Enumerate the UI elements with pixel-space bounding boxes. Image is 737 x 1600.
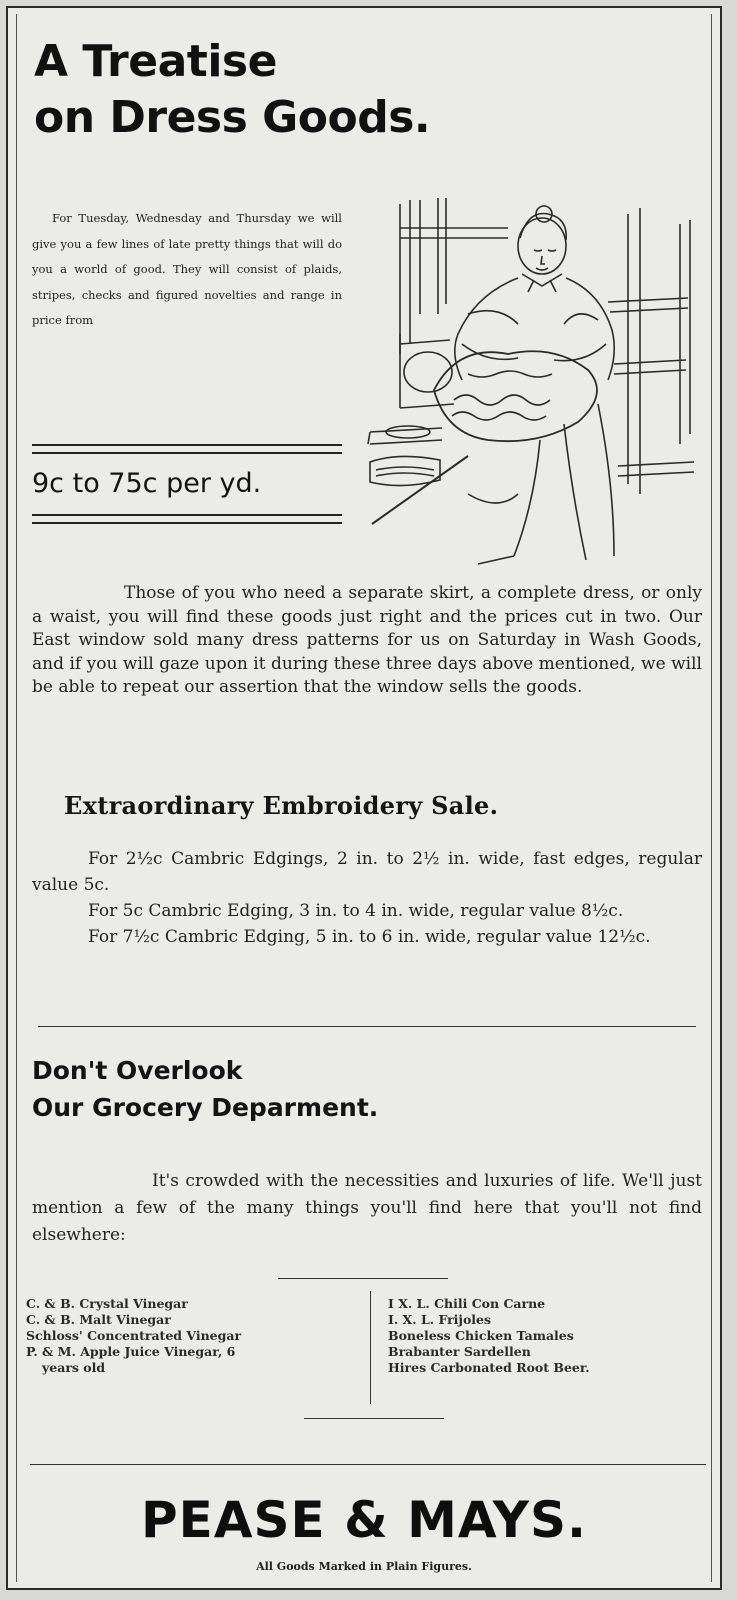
list-item: P. & M. Apple Juice Vinegar, 6 — [26, 1344, 236, 1359]
grocery-heading — [32, 1052, 378, 1126]
list-rule-bottom — [304, 1418, 444, 1419]
list-item: For 5c Cambric Edging, 3 in. to 4 in. wide, regular value 8½c. — [88, 901, 624, 921]
double-rule-bottom — [32, 514, 342, 524]
list-rule-top — [278, 1278, 448, 1279]
grocery-heading-line2: Our Grocery Deparment. — [32, 1093, 379, 1122]
embroidery-sale-list — [32, 846, 702, 950]
grocery-heading-line1: Don't Overlook — [32, 1056, 243, 1085]
list-column-divider — [370, 1291, 371, 1404]
list-item: C. & B. Crystal Vinegar — [26, 1296, 188, 1311]
body-paragraph — [32, 582, 702, 700]
woman-sewing-illustration — [358, 194, 703, 566]
list-item: Boneless Chicken Tamales — [388, 1328, 574, 1343]
list-item: C. & B. Malt Vinegar — [26, 1312, 171, 1327]
intro-paragraph: For Tuesday, Wednesday and Thursday we will give you a few lines of late pretty things that will do you a world of good. They will consist of plaids, stripes, checks and figured novelties and range in price from — [32, 211, 342, 327]
store-name: PEASE & MAYS. — [141, 1491, 587, 1549]
tagline: All Goods Marked in Plain Figures. — [256, 1560, 472, 1573]
list-item: Brabanter Sardellen — [388, 1344, 531, 1359]
newspaper-advertisement — [6, 6, 722, 1590]
list-item: years old — [42, 1360, 106, 1375]
price-range: 9c to 75c per yd. — [32, 468, 262, 499]
list-item: I X. L. Chili Con Carne — [388, 1296, 546, 1311]
list-item: For 7½c Cambric Edging, 5 in. to 6 in. wide, regular value 12½c. — [88, 927, 651, 947]
headline-line2: on Dress Goods. — [34, 92, 431, 143]
grocery-paragraph — [32, 1168, 702, 1249]
list-item: Hires Carbonated Root Beer. — [388, 1360, 590, 1375]
section-divider — [38, 1026, 696, 1027]
grocery-list-right — [388, 1296, 590, 1376]
body-paragraph-text: Those of you who need a separate skirt, a complete dress, or only a waist, you will find these goods just right and the prices cut in two. Our East window sold many dress patterns for us on Saturday in Wash Goods, and if you will gaze upon it during these three days above mentioned, we will be able to repeat our assertion that the window sells the goods. — [32, 583, 702, 697]
footer-divider — [30, 1464, 706, 1465]
list-item: Schloss' Concentrated Vinegar — [26, 1328, 242, 1343]
grocery-list-left — [26, 1296, 241, 1376]
headline-line1: A Treatise — [34, 36, 277, 87]
list-item: For 2½c Cambric Edgings, 2 in. to 2½ in. wide, fast edges, regular value 5c. — [32, 849, 702, 895]
double-rule-top — [32, 444, 342, 454]
list-item: I. X. L. Frijoles — [388, 1312, 492, 1327]
embroidery-heading: Extraordinary Embroidery Sale. — [64, 791, 499, 820]
grocery-paragraph-text: It's crowded with the necessities and luxuries of life. We'll just mention a few of the many things you'll find here that you'll not find elsewhere: — [32, 1171, 702, 1245]
headline — [34, 34, 430, 146]
